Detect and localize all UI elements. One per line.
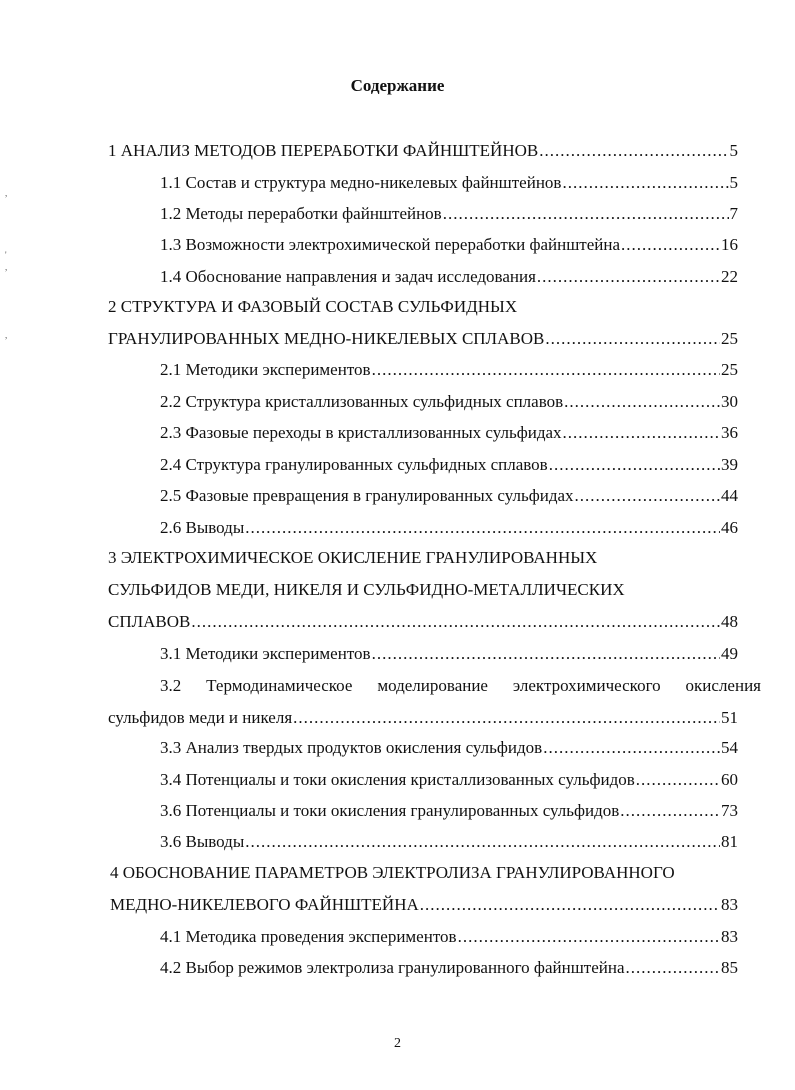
toc-leader-dots: [191, 611, 720, 633]
toc-entry-title: 4.1 Методика проведения экспериментов: [160, 927, 457, 946]
toc-entry-1-3[interactable]: [160, 234, 738, 256]
scan-artifact-mark: ': [5, 250, 7, 260]
toc-leader-dots: [537, 266, 720, 288]
toc-entry-1-2[interactable]: [160, 203, 738, 225]
toc-entry-title: сульфидов меди и никеля: [108, 708, 293, 727]
toc-page-number: 85: [721, 958, 738, 977]
toc-entry-title: 2.3 Фазовые переходы в кристаллизованных сульфидах: [160, 423, 562, 442]
toc-entry-title: 1 АНАЛИЗ МЕТОДОВ ПЕРЕРАБОТКИ ФАЙНШТЕЙНОВ: [108, 141, 539, 160]
toc-entry-2-1[interactable]: [160, 359, 738, 381]
toc-entry-1-1[interactable]: [160, 172, 738, 194]
toc-entry-title: 2.4 Структура гранулированных сульфидных сплавов: [160, 455, 548, 474]
toc-entry-2-3[interactable]: [160, 422, 738, 444]
page-title: Содержание: [350, 76, 445, 95]
toc-entry-title: 3.1 Методики экспериментов: [160, 644, 371, 663]
toc-leader-dots: [443, 203, 729, 225]
toc-page-number: 81: [721, 832, 738, 851]
toc-entry-title: 1.2 Методы переработки файнштейнов: [160, 204, 442, 223]
toc-entry-chapter-3-line-1[interactable]: 3 ЭЛЕКТРОХИМИЧЕСКОЕ ОКИСЛЕНИЕ ГРАНУЛИРОВАННЫХ: [108, 548, 598, 567]
toc-entry-3-2-line-1[interactable]: 3.2 Термодинамическое моделирование электрохимического окисления: [160, 676, 761, 695]
toc-page-number: 22: [721, 267, 738, 286]
toc-page-number: 25: [721, 360, 738, 379]
toc-entry-3-2[interactable]: [108, 707, 738, 729]
toc-leader-dots: [621, 234, 720, 256]
toc-page-number: 16: [721, 235, 738, 254]
toc-page-number: 54: [721, 738, 738, 757]
toc-entry-chapter-4[interactable]: [110, 894, 738, 916]
toc-entry-title: 2.1 Методики экспериментов: [160, 360, 371, 379]
toc-leader-dots: [372, 643, 720, 665]
toc-page-number: 25: [721, 329, 738, 348]
toc-entry-4-2[interactable]: [160, 957, 738, 979]
toc-entry-3-4[interactable]: [160, 769, 738, 791]
toc-entry-title: 3.4 Потенциалы и токи окисления кристаллизованных сульфидов: [160, 770, 635, 789]
toc-page-number: 49: [721, 644, 738, 663]
toc-page-number: 5: [729, 141, 738, 160]
toc-entry-title: 2.2 Структура кристаллизованных сульфидных сплавов: [160, 392, 564, 411]
toc-leader-dots: [564, 391, 720, 413]
toc-entry-title: 1.4 Обоснование направления и задач исследования: [160, 267, 536, 286]
toc-entry-4-1[interactable]: [160, 926, 738, 948]
toc-entry-title: 2.6 Выводы: [160, 518, 245, 537]
toc-entry-2-6[interactable]: [160, 517, 738, 539]
toc-entry-chapter-2[interactable]: [108, 328, 738, 350]
toc-leader-dots: [245, 831, 720, 853]
toc-page-number: 73: [721, 801, 738, 820]
page-number: 2: [394, 1036, 401, 1051]
toc-entry-2-2[interactable]: [160, 391, 738, 413]
toc-entry-title: 1.3 Возможности электрохимической переработки файнштейна: [160, 235, 621, 254]
scan-artifact-mark: ,: [5, 330, 8, 340]
toc-page-number: 7: [729, 204, 738, 223]
toc-page-number: 36: [721, 423, 738, 442]
toc-page-number: 51: [721, 708, 738, 727]
toc-page-number: 5: [729, 173, 738, 192]
toc-entry-2-4[interactable]: [160, 454, 738, 476]
toc-entry-3-6-potentials[interactable]: [160, 800, 738, 822]
toc-entry-title: 4.2 Выбор режимов электролиза гранулированного файнштейна: [160, 958, 625, 977]
toc-entry-title: 3.6 Выводы: [160, 832, 245, 851]
toc-page-number: 48: [721, 612, 738, 631]
toc-leader-dots: [458, 926, 720, 948]
toc-entry-title: ГРАНУЛИРОВАННЫХ МЕДНО-НИКЕЛЕВЫХ СПЛАВОВ: [108, 329, 545, 348]
toc-leader-dots: [372, 359, 720, 381]
toc-entry-2-5[interactable]: [160, 485, 738, 507]
toc-leader-dots: [420, 894, 720, 916]
toc-leader-dots: [626, 957, 721, 979]
scan-artifact-mark: ,: [5, 262, 8, 272]
toc-entry-chapter-3[interactable]: [108, 611, 738, 633]
toc-entry-chapter-4-line-1[interactable]: 4 ОБОСНОВАНИЕ ПАРАМЕТРОВ ЭЛЕКТРОЛИЗА ГРАНУЛИРОВАННОГО: [110, 863, 675, 882]
toc-entry-chapter-3-line-2[interactable]: СУЛЬФИДОВ МЕДИ, НИКЕЛЯ И СУЛЬФИДНО-МЕТАЛЛИЧЕСКИХ: [108, 580, 625, 599]
toc-entry-title: 3.3 Анализ твердых продуктов окисления сульфидов: [160, 738, 543, 757]
toc-leader-dots: [549, 454, 720, 476]
toc-leader-dots: [293, 707, 720, 729]
toc-entry-title: 3.6 Потенциалы и токи окисления гранулированных сульфидов: [160, 801, 620, 820]
toc-entry-chapter-1[interactable]: [108, 140, 738, 162]
toc-page-number: 30: [721, 392, 738, 411]
toc-leader-dots: [545, 328, 720, 350]
toc-entry-3-6-conclusions[interactable]: [160, 831, 738, 853]
toc-page-number: 44: [721, 486, 738, 505]
toc-leader-dots: [563, 422, 720, 444]
toc-leader-dots: [575, 485, 720, 507]
toc-entry-title: МЕДНО-НИКЕЛЕВОГО ФАЙНШТЕЙНА: [110, 895, 419, 914]
toc-page-number: 60: [721, 770, 738, 789]
toc-entry-1-4[interactable]: [160, 266, 738, 288]
scan-artifact-mark: ,: [5, 188, 8, 198]
toc-page-number: 46: [721, 518, 738, 537]
toc-page-number: 83: [721, 895, 738, 914]
toc-entry-3-1[interactable]: [160, 643, 738, 665]
toc-leader-dots: [636, 769, 720, 791]
toc-entry-3-3[interactable]: [160, 737, 738, 759]
toc-leader-dots: [539, 140, 728, 162]
toc-entry-title: 1.1 Состав и структура медно-никелевых файнштейнов: [160, 173, 562, 192]
toc-leader-dots: [245, 517, 720, 539]
toc-entry-chapter-2-line-1[interactable]: 2 СТРУКТУРА И ФАЗОВЫЙ СОСТАВ СУЛЬФИДНЫХ: [108, 297, 518, 316]
toc-page-number: 39: [721, 455, 738, 474]
toc-entry-title: 2.5 Фазовые превращения в гранулированных сульфидах: [160, 486, 574, 505]
toc-leader-dots: [620, 800, 720, 822]
toc-leader-dots: [543, 737, 720, 759]
toc-leader-dots: [562, 172, 728, 194]
toc-page-number: 83: [721, 927, 738, 946]
toc-entry-title: СПЛАВОВ: [108, 612, 191, 631]
